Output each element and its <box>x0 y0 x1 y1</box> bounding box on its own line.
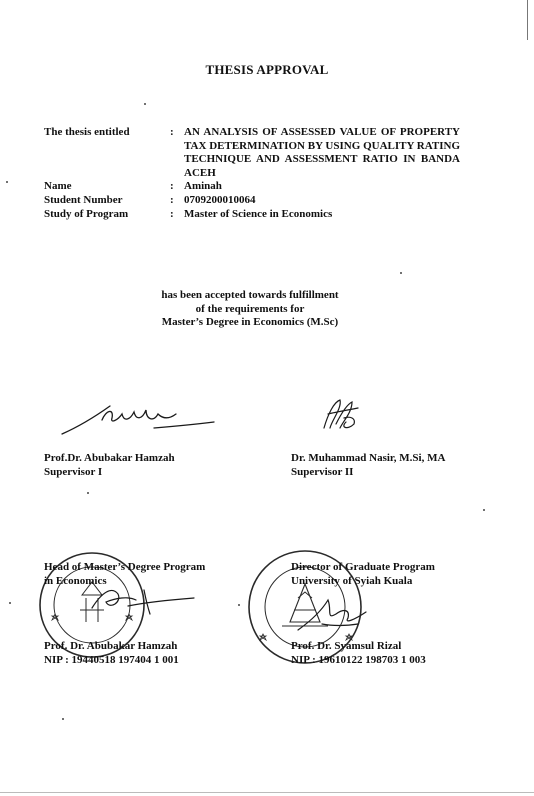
page-title: THESIS APPROVAL <box>205 62 329 77</box>
supervisor-1-signature <box>58 398 218 440</box>
director-signature <box>292 590 372 636</box>
head-program-title-1: Head of Master’s Degree Program <box>44 561 206 573</box>
program-label: Study of Program <box>44 208 129 220</box>
scan-speck <box>62 718 64 720</box>
director-name: Prof. Dr. Syamsul Rizal <box>291 640 402 652</box>
student-number-label: Student Number <box>44 194 123 206</box>
scan-speck <box>483 509 485 511</box>
supervisor-2-signature <box>318 394 362 436</box>
supervisor-1-role: Supervisor I <box>44 466 103 478</box>
student-number-value: 0709200010064 <box>184 194 256 206</box>
scan-speck <box>6 181 8 183</box>
director-title-2: University of Syiah Kuala <box>291 575 413 587</box>
acceptance-line: of the requirements for <box>195 302 305 315</box>
colon: : <box>170 208 174 220</box>
program-value: Master of Science in Economics <box>184 208 333 220</box>
name-label: Name <box>44 180 72 192</box>
scan-speck <box>400 272 402 274</box>
scan-speck <box>9 602 11 604</box>
colon: : <box>170 126 174 138</box>
head-program-nip: NIP : 19440518 197404 1 001 <box>44 654 179 666</box>
colon: : <box>170 180 174 192</box>
head-program-title-2: in Economics <box>44 575 107 587</box>
thesis-title: AN ANALYSIS OF ASSESSED VALUE OF PROPERTY TAX DETERMINATION BY USING QUALITY RATING TECHNIQUE AND ASSESSMENT RATIO IN BANDA ACEH <box>184 126 460 179</box>
acceptance-line: has been accepted towards fulfillment <box>161 289 339 301</box>
supervisor-2-name: Dr. Muhammad Nasir, M.Si, MA <box>291 452 446 464</box>
scan-speck <box>144 103 146 105</box>
thesis-label: The thesis entitled <box>44 126 130 138</box>
supervisor-2-role: Supervisor II <box>291 466 354 478</box>
scan-bottom-line <box>0 792 534 793</box>
director-title-1: Director of Graduate Program <box>291 561 435 573</box>
colon: : <box>170 194 174 206</box>
name-value: Aminah <box>184 180 222 192</box>
scan-edge-line <box>527 0 528 40</box>
supervisor-1-name: Prof.Dr. Abubakar Hamzah <box>44 452 175 464</box>
director-nip: NIP : 19610122 198703 1 003 <box>291 654 426 666</box>
scan-speck <box>238 604 240 606</box>
head-program-name: Prof. Dr. Abubakar Hamzah <box>44 640 178 652</box>
acceptance-statement <box>150 289 350 330</box>
acceptance-line: Master’s Degree in Economics (M.Sc) <box>161 316 339 328</box>
scan-speck <box>87 492 89 494</box>
